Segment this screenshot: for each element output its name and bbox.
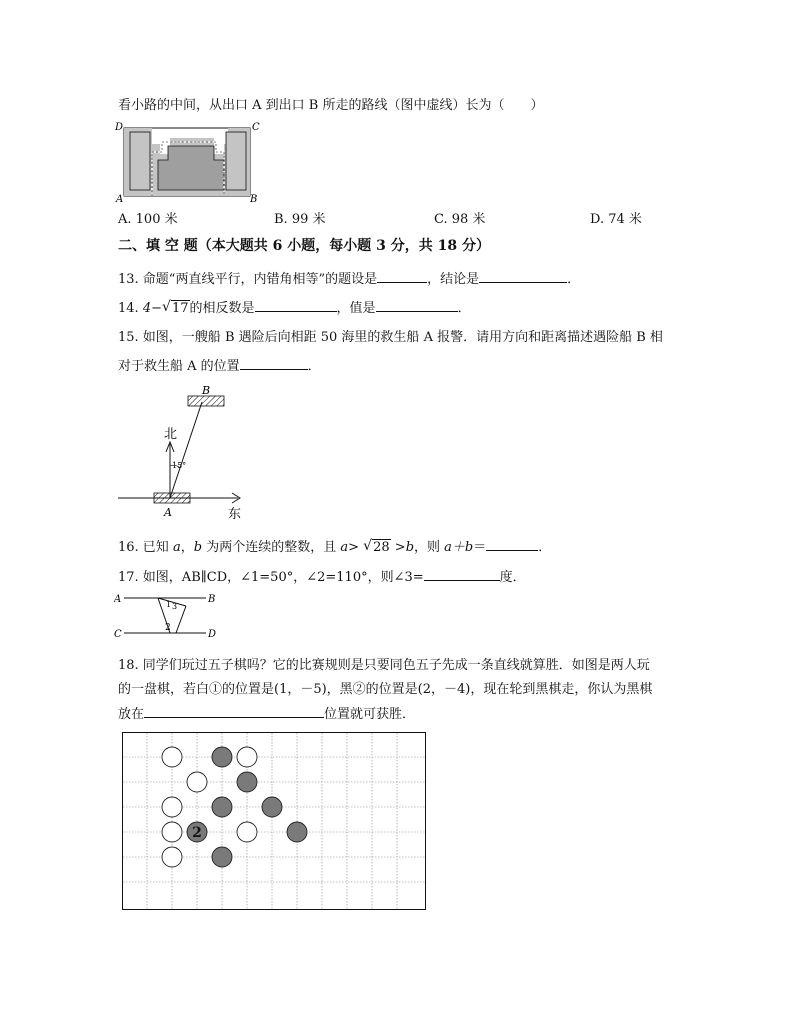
fig-label-D: D	[115, 122, 124, 133]
q14-answer-blank-2[interactable]	[376, 298, 458, 312]
black-stone	[212, 797, 232, 817]
q15-line1: 15. 如图，一艘船 B 遇险后向相距 50 海里的救生船 A 报警．请用方向和距离描述遇险船 B 相	[118, 330, 663, 345]
q15-label-north: 北	[164, 427, 178, 442]
q16-pre: 16. 已知	[118, 540, 173, 555]
black-stone-2-label: 2	[192, 825, 202, 841]
q18-line3-pre: 放在	[118, 707, 145, 722]
q14-radicand: 17	[171, 301, 189, 316]
q16-var-b: b	[193, 540, 203, 555]
white-stone	[237, 747, 257, 767]
q14-end: ．	[457, 301, 471, 316]
q14-mid: 的相反数是	[189, 301, 255, 316]
q15-direction-figure	[116, 382, 246, 522]
q17-end: 度．	[499, 570, 526, 585]
q16-gt2: >	[390, 540, 406, 555]
q15-label-east: 东	[228, 507, 242, 522]
white-stone	[237, 822, 257, 842]
q17-angle-1: 1	[166, 600, 172, 609]
q16-comma: ，	[180, 540, 194, 555]
q16-then: ，则	[414, 540, 445, 555]
question-16	[118, 536, 551, 555]
fig-label-C: C	[252, 122, 260, 133]
q15-line2-text: 对于救生船 A 的位置	[118, 359, 240, 374]
fig-label-B: B	[250, 194, 258, 204]
q15-label-B: B	[202, 384, 211, 397]
q17-text: 17. 如图，AB∥CD，∠1=50°，∠2=110°，则∠3=	[118, 570, 424, 585]
q18-answer-blank[interactable]	[144, 704, 324, 718]
q13-pre: 13. 命题“两直线平行，内错角相等”的题设是	[118, 272, 378, 287]
q16-sum: a＋b	[444, 540, 474, 555]
q13-mid: ，结论是	[427, 272, 480, 287]
q12-option-a[interactable]: A. 100 米	[118, 212, 178, 227]
q16-answer-blank[interactable]	[486, 537, 538, 551]
q17-angle-3: 3	[172, 602, 178, 611]
q14-num: 14.	[118, 301, 143, 316]
black-stone	[237, 772, 257, 792]
q17-angle-2: 2	[165, 623, 171, 633]
q18-line2: 的一盘棋，若白①的位置是(1，－5)，黑②的位置是(2，－4)，现在轮到黑棋走，你认为黑棋	[118, 682, 653, 697]
q16-sqrt: √ 28	[363, 538, 390, 555]
q17-label-A: A	[114, 594, 122, 605]
white-stone	[162, 822, 182, 842]
q14-expr: 4−	[142, 301, 162, 316]
question-14	[118, 297, 471, 316]
q16-var-b2: b	[405, 540, 415, 555]
q12-option-c[interactable]: C. 98 米	[434, 212, 486, 227]
black-stone	[212, 747, 232, 767]
q14-answer-blank-1[interactable]	[255, 298, 337, 312]
q17-parallel-figure	[114, 588, 224, 640]
q13-end: ．	[567, 272, 581, 287]
q15-angle-label: 15°	[172, 461, 187, 470]
q16-mid: 为两个连续的整数，且	[202, 540, 341, 555]
q16-gt: >	[348, 540, 364, 555]
q15-end: ．	[307, 359, 321, 374]
q17-answer-blank[interactable]	[424, 567, 500, 581]
black-stone	[287, 822, 307, 842]
q16-eq: ＝	[473, 540, 487, 555]
q14-mid2: ，值是	[336, 301, 376, 316]
q18-line1: 18. 同学们玩过五子棋吗？它的比赛规则是只要同色五子先成一条直线就算胜．如图是两人玩	[118, 658, 650, 673]
q15-label-A: A	[164, 506, 172, 519]
gomoku-board	[122, 732, 426, 910]
q12-option-d[interactable]: D. 74 米	[590, 212, 642, 227]
q15-line2	[118, 355, 321, 374]
q18-line3	[118, 703, 415, 722]
q15-answer-blank[interactable]	[240, 356, 308, 370]
q16-radicand: 28	[373, 540, 390, 555]
white-stone	[162, 797, 182, 817]
q16-var-a2: a	[340, 540, 349, 555]
white-stone	[187, 772, 207, 792]
q13-answer-blank-1[interactable]	[377, 269, 427, 283]
q17-label-C: C	[114, 629, 122, 640]
q17-label-B: B	[208, 594, 216, 605]
q18-line3-end: 位置就可获胜．	[324, 707, 416, 722]
q12-option-b[interactable]: B. 99 米	[274, 212, 326, 227]
fig-label-A: A	[116, 194, 124, 204]
q17-label-D: D	[208, 629, 217, 640]
q12-path-figure	[114, 118, 264, 204]
section-title: 二、填 空 题（本大题共 6 小题，每小题 3 分，共 18 分）	[118, 238, 490, 254]
black-stone	[212, 847, 232, 867]
question-13	[118, 268, 580, 287]
white-stone	[162, 747, 182, 767]
question-17	[118, 566, 526, 585]
q13-answer-blank-2[interactable]	[479, 269, 567, 283]
q12-text: 看小路的中间，从出口 A 到出口 B 所走的路线（图中虚线）长为（ ）	[118, 98, 544, 113]
black-stone	[262, 797, 282, 817]
q16-var-a: a	[172, 540, 181, 555]
q16-end: ．	[538, 540, 552, 555]
q14-sqrt: √ 17	[161, 299, 189, 316]
white-stone	[162, 847, 182, 867]
